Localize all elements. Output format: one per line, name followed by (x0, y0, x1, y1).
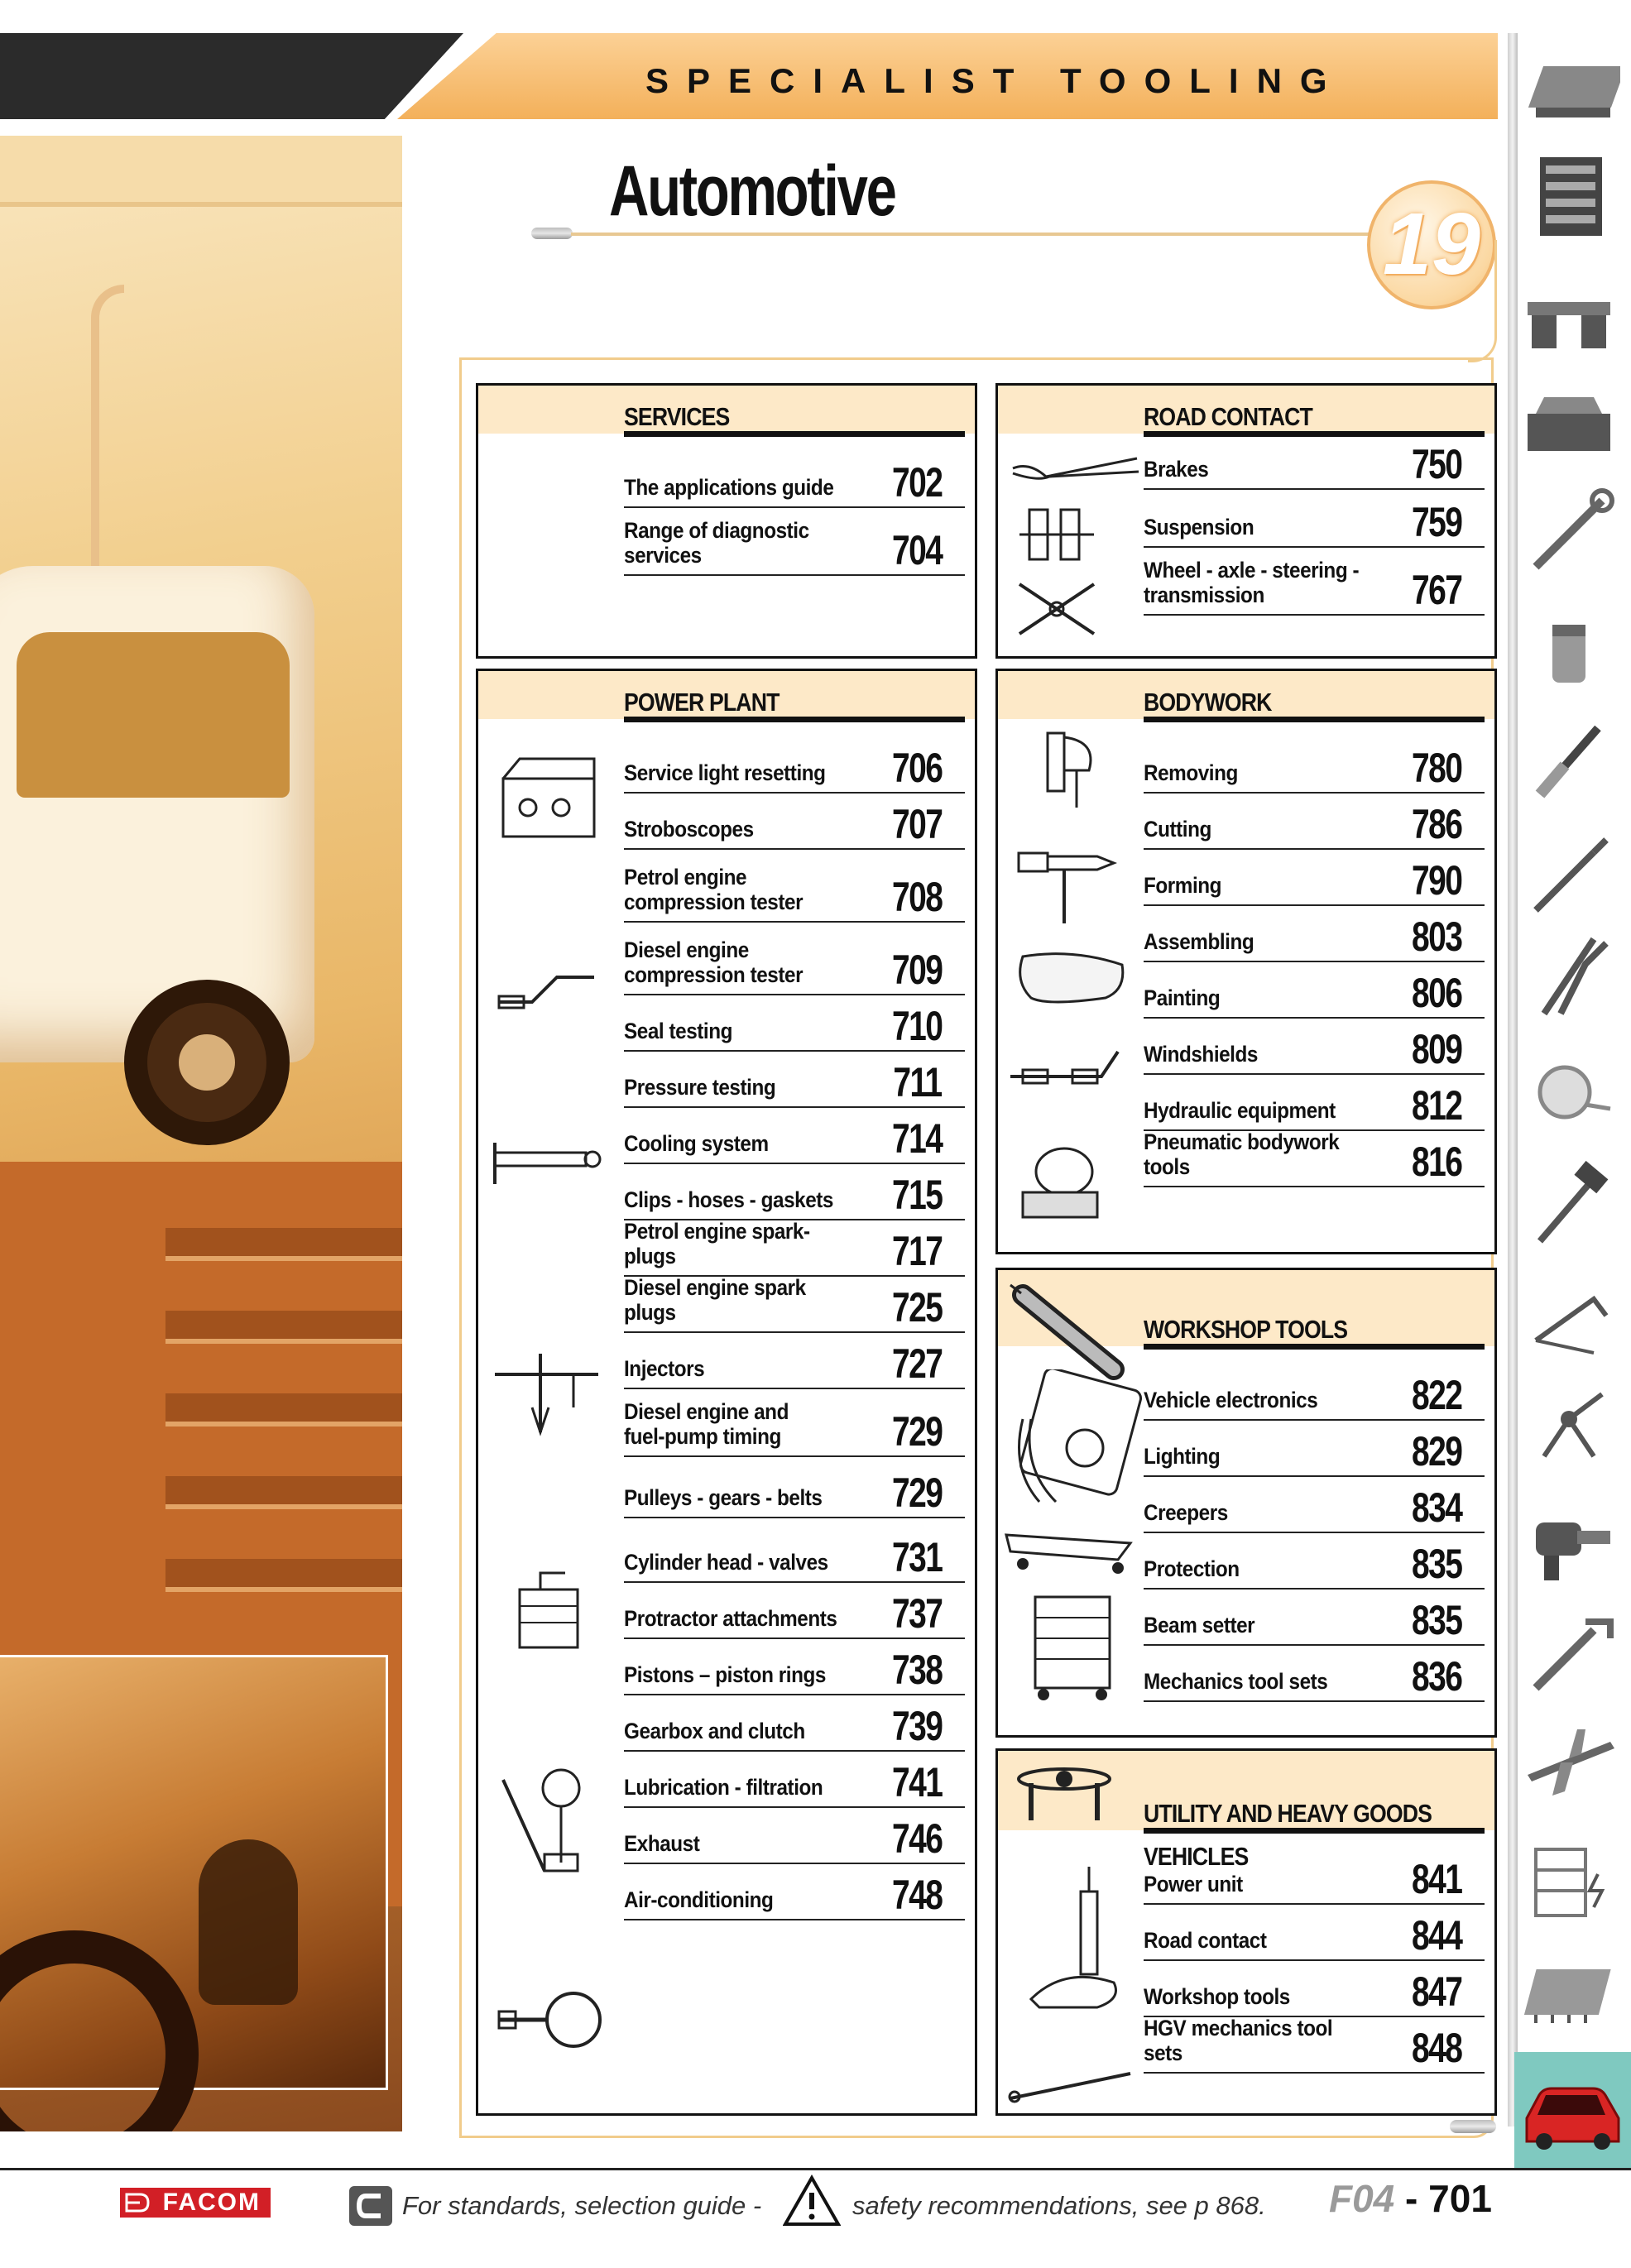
workshop-photo (0, 136, 402, 2131)
item-page: 711 (893, 1059, 942, 1105)
list-item[interactable] (1144, 1129, 1485, 1187)
item-page: 847 (1411, 1968, 1461, 2015)
list-item[interactable] (624, 506, 965, 576)
item-label: Brakes (1144, 457, 1209, 482)
page-reference (1329, 2176, 1492, 2221)
item-page: 759 (1411, 499, 1461, 545)
item-label: Vehicle electronics (1144, 1388, 1318, 1412)
list-item[interactable] (1144, 1017, 1485, 1075)
item-page: 727 (891, 1340, 942, 1387)
tape-measure-icon[interactable] (1519, 1043, 1620, 1144)
item-page: 731 (891, 1534, 942, 1580)
list-item[interactable] (624, 1163, 965, 1220)
list-item[interactable] (624, 921, 965, 995)
list-item[interactable] (624, 1275, 965, 1333)
list-item[interactable] (624, 1750, 965, 1808)
utility-hgv-box (995, 1748, 1497, 2116)
item-page: 790 (1411, 857, 1461, 904)
item-label: Hydraulic equipment (1144, 1098, 1336, 1123)
item-label: Wheel - axle - steering - transmission (1144, 558, 1360, 607)
item-page: 816 (1411, 1139, 1461, 1185)
page-number: 701 (1428, 2177, 1492, 2220)
item-label: Cutting (1144, 817, 1211, 842)
list-item[interactable] (1144, 1532, 1485, 1590)
item-page: 738 (891, 1647, 942, 1693)
item-label: Injectors (624, 1356, 705, 1381)
impact-wrench-icon[interactable] (1519, 1489, 1620, 1590)
item-label: Creepers (1144, 1500, 1228, 1525)
list-item[interactable] (1144, 1350, 1485, 1421)
item-page: 704 (891, 527, 942, 573)
item-label: The applications guide (624, 475, 834, 500)
item-page: 710 (891, 1003, 942, 1049)
item-page: 707 (891, 801, 942, 847)
brand-name: FACOM (162, 2189, 261, 2216)
power-plant-box (476, 669, 977, 2116)
dolly-illustration (1039, 729, 1106, 812)
extension-bar-illustration (1006, 2065, 1139, 2107)
hex-key-icon[interactable] (1519, 827, 1620, 928)
aircraft-icon[interactable] (1519, 1717, 1620, 1818)
item-page: 829 (1411, 1428, 1461, 1474)
item-page: 836 (1411, 1653, 1461, 1700)
list-item[interactable] (1144, 1475, 1485, 1533)
power-plant-title: POWER PLANT (624, 688, 780, 717)
bodywork-title: BODYWORK (1144, 688, 1272, 717)
toolbox-icon[interactable] (1519, 376, 1620, 477)
item-label: Stroboscopes (624, 817, 754, 842)
bodywork-box (995, 669, 1497, 1254)
list-item[interactable] (624, 792, 965, 850)
list-item[interactable] (624, 1219, 965, 1277)
item-label: Assembling (1144, 929, 1254, 954)
puller-icon[interactable] (1519, 1378, 1620, 1479)
road-contact-box (995, 383, 1497, 659)
orbital-sander-illustration (1015, 1134, 1106, 1225)
service-kit-case-illustration (495, 754, 602, 853)
list-item[interactable] (624, 1331, 965, 1389)
title-rule-knob (531, 228, 573, 239)
wrench-icon[interactable] (1519, 484, 1620, 585)
list-item[interactable] (624, 1806, 965, 1864)
list-item[interactable] (624, 848, 965, 923)
item-page: 739 (891, 1703, 942, 1749)
item-page: 717 (891, 1228, 942, 1274)
brake-caliper-pliers-illustration (1003, 452, 1142, 650)
item-label: Diesel engine compression tester (624, 937, 804, 987)
list-item[interactable] (624, 1455, 965, 1518)
road-contact-title: ROAD CONTACT (1144, 402, 1312, 431)
workshop-tools-title: WORKSHOP TOOLS (1144, 1315, 1348, 1344)
services-box (476, 383, 977, 659)
item-label: Diesel engine spark plugs (624, 1275, 806, 1325)
socket-icon[interactable] (1519, 604, 1620, 705)
item-label: Diesel engine and fuel-pump timing (624, 1399, 789, 1449)
item-page: 729 (891, 1408, 942, 1455)
utility-hgv-title: UTILITY AND HEAVY GOODS VEHICLES (1144, 1799, 1432, 1871)
hammer-icon[interactable] (1519, 1154, 1620, 1255)
sanding-block-illustration (1015, 944, 1130, 1010)
item-page: 741 (891, 1759, 942, 1805)
item-page: 709 (891, 947, 942, 993)
item-label: Mechanics tool sets (1144, 1669, 1328, 1694)
item-page: 786 (1411, 801, 1461, 847)
item-page: 729 (891, 1470, 942, 1516)
standards-icon (348, 2184, 394, 2227)
item-page: 767 (1411, 567, 1461, 613)
creeper-illustration (1002, 1518, 1143, 1576)
chapter-badge: 19 (1367, 180, 1496, 309)
hydraulic-jack-illustration (1015, 1858, 1139, 2024)
list-item[interactable] (624, 1863, 965, 1920)
tool-trolley-illustration (1023, 1580, 1130, 1705)
item-label: Removing (1144, 760, 1238, 785)
filter-wrench-illustration (495, 1987, 611, 2053)
item-page: 841 (1411, 1856, 1461, 1902)
list-item[interactable] (624, 994, 965, 1052)
list-item[interactable] (1144, 1073, 1485, 1131)
item-label: Protractor attachments (624, 1606, 837, 1631)
item-label: Cooling system (624, 1131, 769, 1156)
list-item[interactable] (624, 437, 965, 508)
item-page: 806 (1411, 970, 1461, 1016)
tool-cabinet-icon[interactable] (1519, 149, 1620, 250)
workshop-tools-box (995, 1268, 1497, 1738)
item-page: 809 (1411, 1026, 1461, 1072)
item-page: 746 (891, 1815, 942, 1862)
item-page: 848 (1411, 2025, 1461, 2071)
windshield-cutter-illustration (1006, 1035, 1130, 1101)
item-page: 835 (1411, 1597, 1461, 1643)
item-label: Cylinder head - valves (624, 1550, 828, 1575)
list-item[interactable] (1144, 1834, 1485, 1905)
item-page: 714 (891, 1115, 942, 1162)
item-page: 803 (1411, 913, 1461, 960)
frame-end-knob (1450, 2120, 1496, 2133)
item-page: 708 (891, 874, 942, 920)
item-label: Suspension (1144, 515, 1254, 539)
title-rule (571, 233, 1407, 236)
list-item[interactable] (1144, 848, 1485, 906)
list-item[interactable] (624, 1388, 965, 1457)
list-item[interactable] (1144, 2016, 1485, 2074)
oil-pressure-gauge-illustration (495, 1763, 594, 1879)
list-item[interactable] (624, 722, 965, 794)
list-item[interactable] (1144, 1903, 1485, 1961)
page-separator: - (1394, 2177, 1429, 2220)
list-item[interactable] (1144, 722, 1485, 794)
saw-icon[interactable] (1519, 1274, 1620, 1375)
valve-spring-compressor-illustration (507, 1565, 590, 1656)
frame-curve (1468, 240, 1497, 362)
facom-logo-mark (125, 2193, 150, 2213)
list-item[interactable] (624, 1637, 965, 1695)
item-label: Exhaust (624, 1831, 700, 1856)
item-label: Range of diagnostic services (624, 518, 809, 568)
list-item[interactable] (1144, 1588, 1485, 1646)
item-page: 748 (891, 1872, 942, 1918)
item-label: Pressure testing (624, 1075, 776, 1100)
warning-icon (783, 2174, 841, 2227)
footer-safety-text: safety recommendations, see p 868. (852, 2191, 1266, 2220)
item-label: Gearbox and clutch (624, 1719, 805, 1743)
list-item[interactable] (1144, 488, 1485, 548)
list-item[interactable] (1144, 904, 1485, 962)
item-label: Service light resetting (624, 760, 826, 785)
facom-logo (120, 2188, 271, 2218)
item-page: 706 (891, 745, 942, 791)
item-label: Petrol engine spark-plugs (624, 1219, 810, 1268)
item-label: Petrol engine compression tester (624, 865, 804, 914)
bench-icon[interactable] (1519, 273, 1620, 374)
footer-rule (0, 2168, 1631, 2170)
list-item[interactable] (1144, 961, 1485, 1019)
page-code: F04 (1329, 2177, 1395, 2220)
circuit-icon[interactable] (1519, 1940, 1620, 2041)
footer-standards-text: For standards, selection guide - (402, 2191, 762, 2220)
pipe-wrench-icon[interactable] (1519, 1605, 1620, 1706)
item-label: Forming (1144, 873, 1222, 898)
item-page: 844 (1411, 1912, 1461, 1959)
item-page: 715 (891, 1172, 942, 1218)
item-page: 812 (1411, 1082, 1461, 1129)
cooling-tester-illustration (487, 1134, 602, 1192)
list-item[interactable] (1144, 1419, 1485, 1477)
item-page: 725 (891, 1284, 942, 1331)
item-page: 834 (1411, 1484, 1461, 1531)
item-label: Painting (1144, 985, 1221, 1010)
item-label: Workshop tools (1144, 1984, 1290, 2009)
active-category-tab[interactable] (1514, 2052, 1631, 2168)
item-label: Power unit (1144, 1872, 1243, 1896)
item-page: 750 (1411, 441, 1461, 487)
services-title: SERVICES (624, 402, 730, 431)
list-item[interactable] (624, 1517, 965, 1583)
item-label: Seal testing (624, 1019, 732, 1043)
multimeter-illustration (1006, 1369, 1147, 1510)
item-label: Lubrication - filtration (624, 1775, 823, 1800)
seal-tester-illustration (495, 965, 602, 1023)
item-label: Road contact (1144, 1928, 1267, 1953)
pliers-icon[interactable] (1519, 927, 1620, 1028)
screwdriver-icon[interactable] (1519, 712, 1620, 813)
list-item[interactable] (624, 1050, 965, 1108)
electrical-rack-icon[interactable] (1519, 1833, 1620, 1934)
item-label: HGV mechanics tool sets (1144, 2016, 1333, 2065)
item-page: 835 (1411, 1541, 1461, 1587)
item-page: 737 (891, 1590, 942, 1637)
item-label: Clips - hoses - gaskets (624, 1187, 833, 1212)
workbench-icon[interactable] (1519, 41, 1620, 142)
page-title: Automotive (609, 151, 895, 231)
category-strip (1508, 33, 1518, 2127)
item-label: Protection (1144, 1556, 1240, 1581)
body-hammer-illustration (1015, 845, 1122, 928)
item-label: Pulleys - gears - belts (624, 1485, 823, 1510)
item-label: Beam setter (1144, 1613, 1255, 1637)
wheel-nut-wrench-illustration (1010, 1762, 1118, 1829)
item-page: 822 (1411, 1372, 1461, 1418)
item-page: 780 (1411, 745, 1461, 791)
item-label: Air-conditioning (624, 1887, 774, 1912)
list-item[interactable] (1144, 1959, 1485, 2017)
item-label: Pistons – piston rings (624, 1662, 826, 1687)
header-dark-band (0, 33, 463, 119)
list-item[interactable] (624, 1106, 965, 1164)
car-icon (1514, 2052, 1631, 2168)
item-label: Windshields (1144, 1042, 1258, 1067)
mechanic-inset-photo (0, 1655, 388, 2090)
list-item[interactable] (624, 1694, 965, 1752)
list-item[interactable] (1144, 437, 1485, 490)
list-item[interactable] (1144, 792, 1485, 850)
injector-puller-illustration (491, 1350, 607, 1441)
list-item[interactable] (1144, 1644, 1485, 1702)
list-item[interactable] (624, 1581, 965, 1639)
item-label: Lighting (1144, 1444, 1221, 1469)
item-page: 702 (891, 459, 942, 506)
section-title: SPECIALIST TOOLING (645, 61, 1346, 100)
list-item[interactable] (1144, 546, 1485, 616)
item-label: Pneumatic bodywork tools (1144, 1129, 1340, 1179)
